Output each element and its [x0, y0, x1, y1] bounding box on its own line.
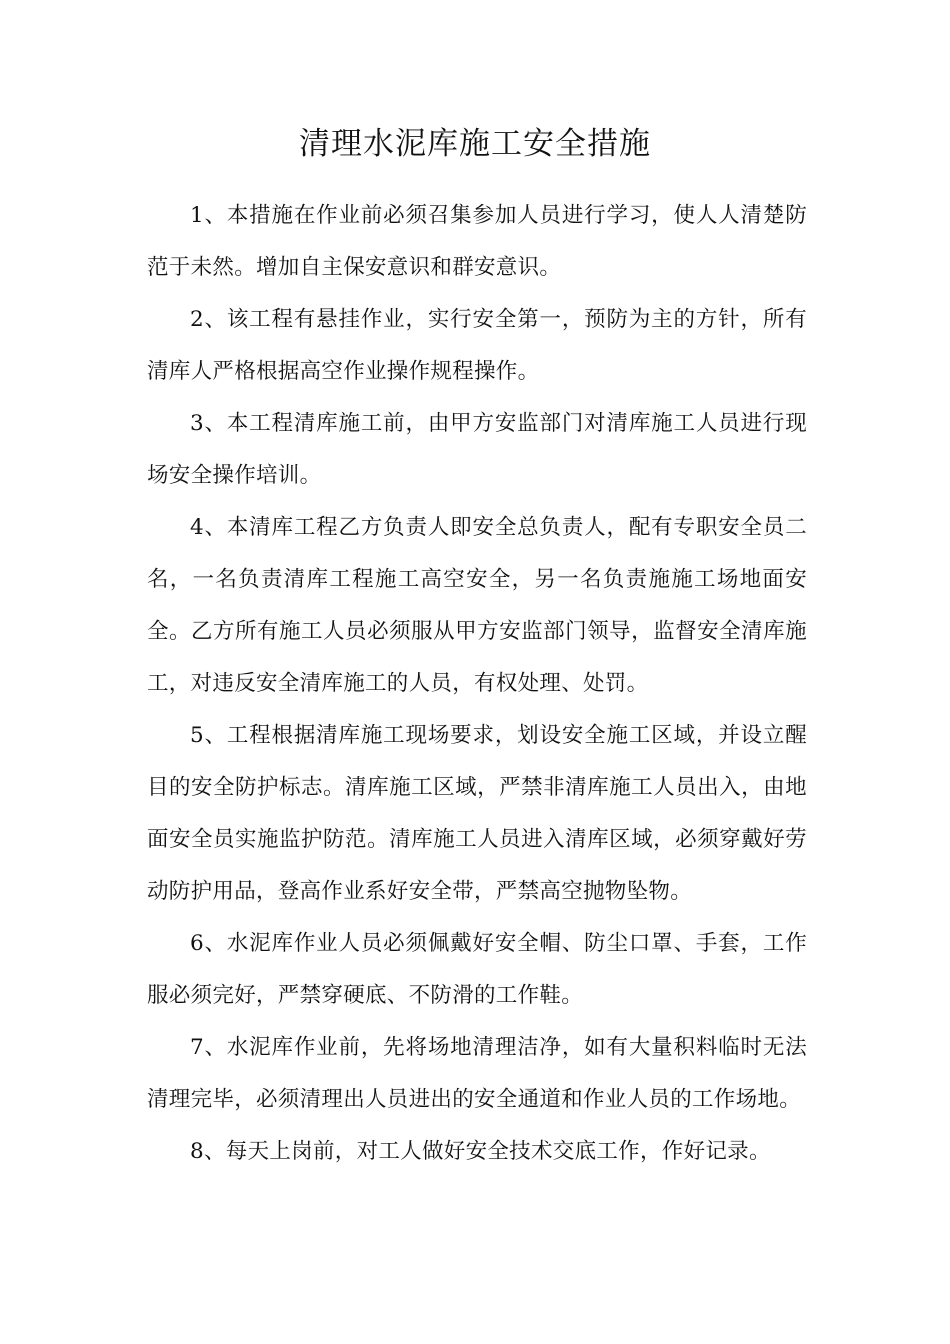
paragraph-8: 8、每天上岗前，对工人做好安全技术交底工作，作好记录。 — [190, 1139, 771, 1164]
paragraph-3: 3、本工程清库施工前，由甲方安监部门对清库施工人员进行现场安全操作培训。 — [147, 411, 807, 488]
paragraph-4: 4、本清库工程乙方负责人即安全总负责人，配有专职安全员二名，一名负责清库工程施工高空安全，另一名负责施施工场地面安全。乙方所有施工人员必须服从甲方安监部门领导，监督安全清库施工，对违反安全清库施工的人员，有权处理、处罚。 — [147, 515, 807, 696]
document-body — [147, 190, 807, 1178]
paragraph-7: 7、水泥库作业前，先将场地清理洁净，如有大量积料临时无法清理完毕，必须清理出人员进出的安全通道和作业人员的工作场地。 — [147, 1035, 807, 1112]
paragraph-2: 2、该工程有悬挂作业，实行安全第一，预防为主的方针，所有清库人严格根据高空作业操作规程操作。 — [147, 307, 807, 384]
document-title: 清理水泥库施工安全措施 — [299, 126, 651, 162]
paragraph-1: 1、本措施在作业前必须召集参加人员进行学习，使人人清楚防范于未然。增加自主保安意识和群安意识。 — [147, 203, 807, 280]
paragraph-5: 5、工程根据清库施工现场要求，划设安全施工区域，并设立醒目的安全防护标志。清库施工区域，严禁非清库施工人员出入，由地面安全员实施监护防范。清库施工人员进入清库区域，必须穿戴好劳动防护用品，登高作业系好安全带，严禁高空抛物坠物。 — [147, 723, 807, 904]
paragraph-6: 6、水泥库作业人员必须佩戴好安全帽、防尘口罩、手套，工作服必须完好，严禁穿硬底、不防滑的工作鞋。 — [147, 931, 807, 1008]
